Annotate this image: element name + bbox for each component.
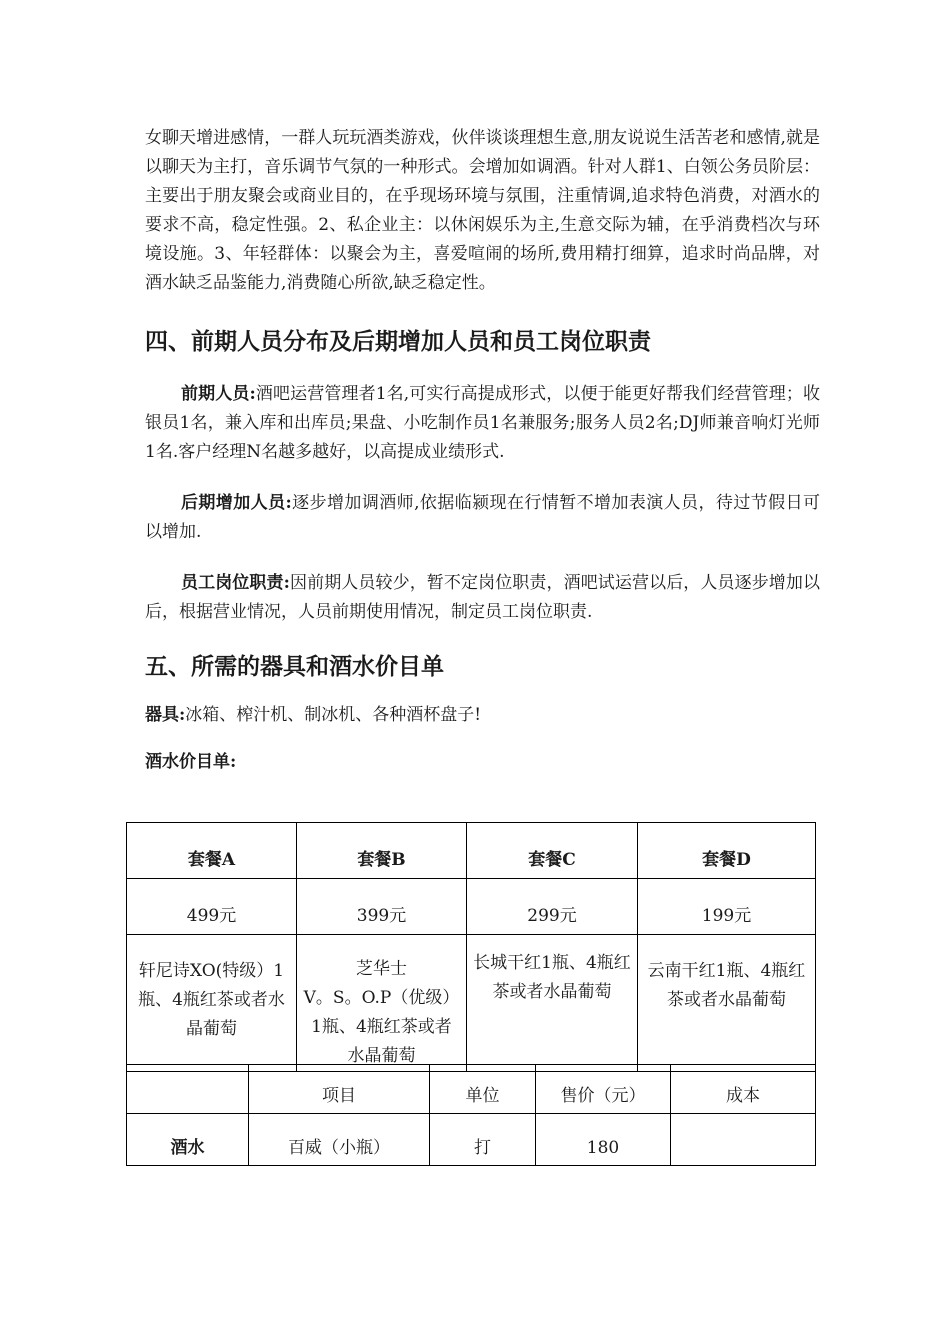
item-cost xyxy=(671,1114,816,1166)
items-header-category xyxy=(127,1065,249,1114)
package-d-name: 套餐D xyxy=(702,850,751,870)
document-body xyxy=(145,124,820,777)
package-c-desc: 长城干红1瓶、4瓶红茶或者水晶葡萄 xyxy=(467,935,638,1072)
package-a-price: 499元 xyxy=(127,879,297,935)
package-b-name-cell xyxy=(297,823,467,879)
item-category: 酒水 xyxy=(127,1114,249,1166)
duties-label: 员工岗位职责: xyxy=(181,573,290,593)
package-c-name: 套餐C xyxy=(528,850,576,870)
package-b-desc: V。S。O.P（优级）1瓶、4瓶红茶或者水晶葡萄 xyxy=(303,988,460,1066)
intro-paragraph: 女聊天增进感情，一群人玩玩酒类游戏，伙伴谈谈理想生意,朋友说说生活苦老和感情,就是以聊天为主打，音乐调节气氛的一种形式。会增加如调酒。针对人群1、白领公务员阶层：主要出于朋友聚会或商业目的，在乎现场环境与氛围，注重情调,追求特色消费，对酒水的要求不高，稳定性强。2、私企业主：以休闲娱乐为主,生意交际为辅，在乎消费档次与环境设施。3、年轻群体：以聚会为主，喜爱喧闹的场所,费用精打细算，追求时尚品牌，对酒水缺乏品鉴能力,消费随心所欲,缺乏稳定性。 xyxy=(145,128,820,293)
duties-paragraph xyxy=(145,569,820,627)
items-header-unit: 单位 xyxy=(430,1065,536,1114)
items-header-row xyxy=(127,1065,816,1114)
package-d-price: 199元 xyxy=(638,879,816,935)
package-c-name-cell xyxy=(467,823,638,879)
tools-label: 器具: xyxy=(145,705,186,725)
section-5-heading: 五、所需的器具和酒水价目单 xyxy=(145,654,444,680)
item-unit: 打 xyxy=(430,1114,536,1166)
package-d-name-cell xyxy=(638,823,816,879)
tools-line xyxy=(145,701,820,730)
package-b-desc-cell xyxy=(297,935,467,1072)
early-staff-label: 前期人员: xyxy=(181,384,256,404)
items-table xyxy=(126,1064,816,1166)
tools-text: 冰箱、榨汁机、制冰机、各种酒杯盘子! xyxy=(185,705,482,725)
package-b-name: 套餐B xyxy=(357,850,406,870)
price-list-label: 酒水价目单: xyxy=(145,752,237,772)
package-table xyxy=(126,822,816,1072)
package-c-price: 299元 xyxy=(467,879,638,935)
package-desc-row xyxy=(127,935,816,1072)
early-staff-paragraph xyxy=(145,380,820,467)
items-header-price: 售价（元） xyxy=(536,1065,671,1114)
package-a-name-cell xyxy=(127,823,297,879)
package-b-desc-brand: 芝华士 xyxy=(356,959,407,979)
package-b-price: 399元 xyxy=(297,879,467,935)
items-header-item: 项目 xyxy=(249,1065,430,1114)
package-a-name: 套餐A xyxy=(187,850,236,870)
later-staff-text: 逐步增加调酒师,依据临颍现在行情暂不增加表演人员，待过节假日可以增加. xyxy=(145,493,820,542)
item-price: 180 xyxy=(536,1114,671,1166)
items-header-cost: 成本 xyxy=(671,1065,816,1114)
package-header-row xyxy=(127,823,816,879)
table-row xyxy=(127,1114,816,1166)
section-4-heading: 四、前期人员分布及后期增加人员和员工岗位职责 xyxy=(145,329,651,355)
early-staff-text: 酒吧运营管理者1名,可实行高提成形式，以便于能更好帮我们经营管理；收银员1名，兼入库和出库员;果盘、小吃制作员1名兼服务;服务人员2名;DJ师兼音响灯光师1名.客户经理N名越多越好，以高提成业绩形式. xyxy=(145,384,820,462)
later-staff-paragraph xyxy=(145,489,820,547)
duties-text: 因前期人员较少，暂不定岗位职责，酒吧试运营以后，人员逐步增加以后，根据营业情况，人员前期使用情况，制定员工岗位职责. xyxy=(145,573,821,622)
item-name: 百威（小瓶） xyxy=(249,1114,430,1166)
package-a-desc: 轩尼诗XO(特级）1瓶、4瓶红茶或者水晶葡萄 xyxy=(127,935,297,1072)
later-staff-label: 后期增加人员: xyxy=(181,493,292,513)
package-d-desc: 云南干红1瓶、4瓶红茶或者水晶葡萄 xyxy=(638,935,816,1072)
package-price-row xyxy=(127,879,816,935)
